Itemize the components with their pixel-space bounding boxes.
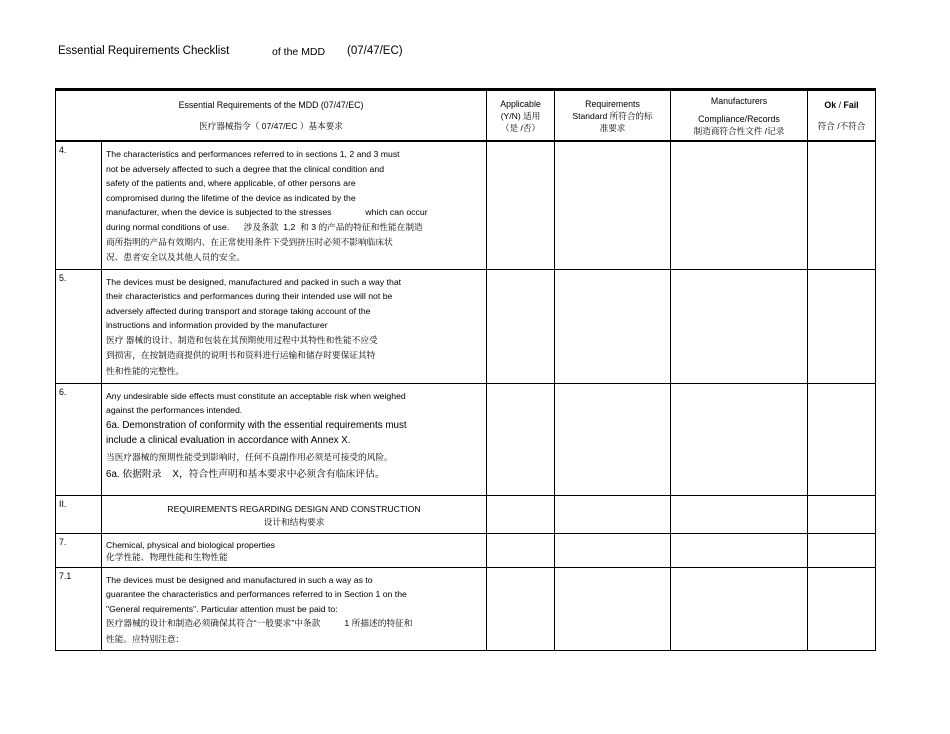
header-essential-cn: 医疗器械指令（ 07/47/EC ）基本要求 <box>199 121 343 131</box>
ok-fail-cell[interactable] <box>808 567 876 651</box>
table-row <box>56 269 876 383</box>
row-number: 6. <box>56 383 102 495</box>
text-line: "General requirements". Particular attention must be paid to: <box>106 603 338 614</box>
compliance-cell[interactable] <box>671 533 808 567</box>
text-line: manufacturer, when the device is subjected to the stresses which can occur <box>106 207 428 218</box>
text-line: 6a. Demonstration of conformity with the essential requirements must <box>106 419 407 431</box>
row-number: 4. <box>56 141 102 269</box>
row-number: 7.1 <box>56 567 102 651</box>
standard-cell[interactable] <box>555 533 671 567</box>
text-line: 况、患者安全以及其他人员的安全。 <box>106 252 245 263</box>
text-line: guarantee the characteristics and performances referred to in Section 1 on the <box>106 589 407 600</box>
title-main: Essential Requirements Checklist <box>58 45 230 57</box>
header-row <box>56 90 876 142</box>
standard-cell[interactable] <box>555 567 671 651</box>
requirement-text <box>102 567 487 651</box>
header-applicable-cn: (Y/N) 适用 <box>500 110 541 121</box>
row-number: II. <box>56 495 102 533</box>
checklist-table <box>55 88 876 651</box>
compliance-cell[interactable] <box>671 495 808 533</box>
text-line: their characteristics and performances during their intended use will not be <box>106 291 393 302</box>
header-standard <box>555 90 671 142</box>
standard-cell[interactable] <box>555 495 671 533</box>
title-of-mdd: of the MDD <box>272 46 326 58</box>
text-line: 设计和结构要求 <box>263 516 325 527</box>
text-line: during normal conditions of use. 涉及条款 1,2 和 3 的产品的特征和性能在制造 <box>106 221 423 232</box>
text-line: 当医疗器械的预期性能受到影响时，任何不良副作用必须是可接受的风险。 <box>106 451 393 462</box>
text-line: against the performances intended. <box>106 405 243 416</box>
text-line: The devices must be designed and manufactured in such a way as to <box>106 574 373 585</box>
text-line: 6a. 依据附录 X，符合性声明和基本要求中必须含有临床评估。 <box>106 469 385 481</box>
header-compliance <box>671 90 808 142</box>
text-line: not be adversely affected to such a degree that the clinical condition and <box>106 163 385 174</box>
ok-fail-cell[interactable] <box>808 495 876 533</box>
applicable-cell[interactable] <box>487 533 555 567</box>
header-essential-en: Essential Requirements of the MDD (07/47/EC) <box>178 100 364 110</box>
standard-cell[interactable] <box>555 383 671 495</box>
standard-cell[interactable] <box>555 141 671 269</box>
row-number: 5. <box>56 269 102 383</box>
document-title <box>58 45 403 58</box>
requirement-text <box>102 141 487 269</box>
row-number: 7. <box>56 533 102 567</box>
applicable-cell[interactable] <box>487 495 555 533</box>
title-directive: (07/47/EC) <box>347 45 403 57</box>
header-standard-cn: Standard 所符合的标 <box>572 110 653 121</box>
table-row <box>56 383 876 495</box>
ok-fail-cell[interactable] <box>808 141 876 269</box>
header-applicable <box>487 90 555 142</box>
header-ok-fail-slash: / <box>836 100 844 110</box>
text-line: safety of the patients and, where applicable, of other persons are <box>106 178 356 189</box>
text-line: 性能。应特别注意： <box>106 633 185 644</box>
text-line: instructions and information provided by the manufacturer <box>106 320 328 331</box>
applicable-cell[interactable] <box>487 567 555 651</box>
text-line: Any undesirable side effects must constitute an acceptable risk when weighed <box>106 390 406 401</box>
header-essential-requirements <box>56 90 487 142</box>
table-row <box>56 141 876 269</box>
standard-cell[interactable] <box>555 269 671 383</box>
header-ok-fail-en <box>808 99 875 111</box>
text-line: 医疗 器械的设计、制造和包装在其预期使用过程中其特性和性能不应受 <box>106 334 378 345</box>
section-heading <box>102 495 487 533</box>
header-ok: Ok <box>824 100 837 110</box>
text-line: include a clinical evaluation in accordance with Annex X. <box>106 434 351 446</box>
header-standard-cn2: 准要求 <box>599 122 626 133</box>
ok-fail-cell[interactable] <box>808 269 876 383</box>
text-line: 性和性能的完整性。 <box>106 365 185 376</box>
header-ok-fail-cn: 符合 /不符合 <box>817 121 866 131</box>
header-applicable-en: Applicable <box>500 98 541 109</box>
header-standard-en: Requirements <box>585 98 640 109</box>
compliance-cell[interactable] <box>671 567 808 651</box>
table-row <box>56 567 876 651</box>
header-fail: Fail <box>843 100 859 110</box>
text-line: 化学性能、物理性能和生物性能 <box>106 552 228 563</box>
table-row <box>56 495 876 533</box>
ok-fail-cell[interactable] <box>808 383 876 495</box>
text-line: adversely affected during transport and storage taking account of the <box>106 305 371 316</box>
compliance-cell[interactable] <box>671 383 808 495</box>
text-line: The characteristics and performances referred to in sections 1, 2 and 3 must <box>106 149 400 159</box>
compliance-cell[interactable] <box>671 269 808 383</box>
text-line: compromised during the lifetime of the device as indicated by the <box>106 192 356 203</box>
compliance-cell[interactable] <box>671 141 808 269</box>
header-applicable-cn2: （是 /否） <box>500 122 541 133</box>
text-line: The devices must be designed, manufactured and packed in such a way that <box>106 276 402 287</box>
header-manufacturers-en: Manufacturers <box>710 95 768 106</box>
text-line: 到损害，在按制造商提供的说明书和资料进行运输和储存时要保证其特 <box>106 350 376 361</box>
text-line: 商所指明的产品有效期内、在正常使用条件下受到挤压时必须不影响临床状 <box>106 236 393 247</box>
requirement-text <box>102 533 487 567</box>
ok-fail-cell[interactable] <box>808 533 876 567</box>
header-compliance-cn: 制造商符合性文件 /记录 <box>693 125 785 136</box>
text-line: 医疗器械的设计和制造必须确保其符合“一般要求”中条款 1 所描述的特征和 <box>106 618 413 629</box>
header-compliance-en: Compliance/Records <box>698 113 780 124</box>
applicable-cell[interactable] <box>487 141 555 269</box>
applicable-cell[interactable] <box>487 269 555 383</box>
text-line: Chemical, physical and biological properties <box>106 539 276 550</box>
applicable-cell[interactable] <box>487 383 555 495</box>
requirement-text <box>102 269 487 383</box>
requirement-text <box>102 383 487 495</box>
table-row <box>56 533 876 567</box>
text-line: REQUIREMENTS REGARDING DESIGN AND CONSTRUCTION <box>167 503 421 514</box>
header-ok-fail <box>808 90 876 142</box>
